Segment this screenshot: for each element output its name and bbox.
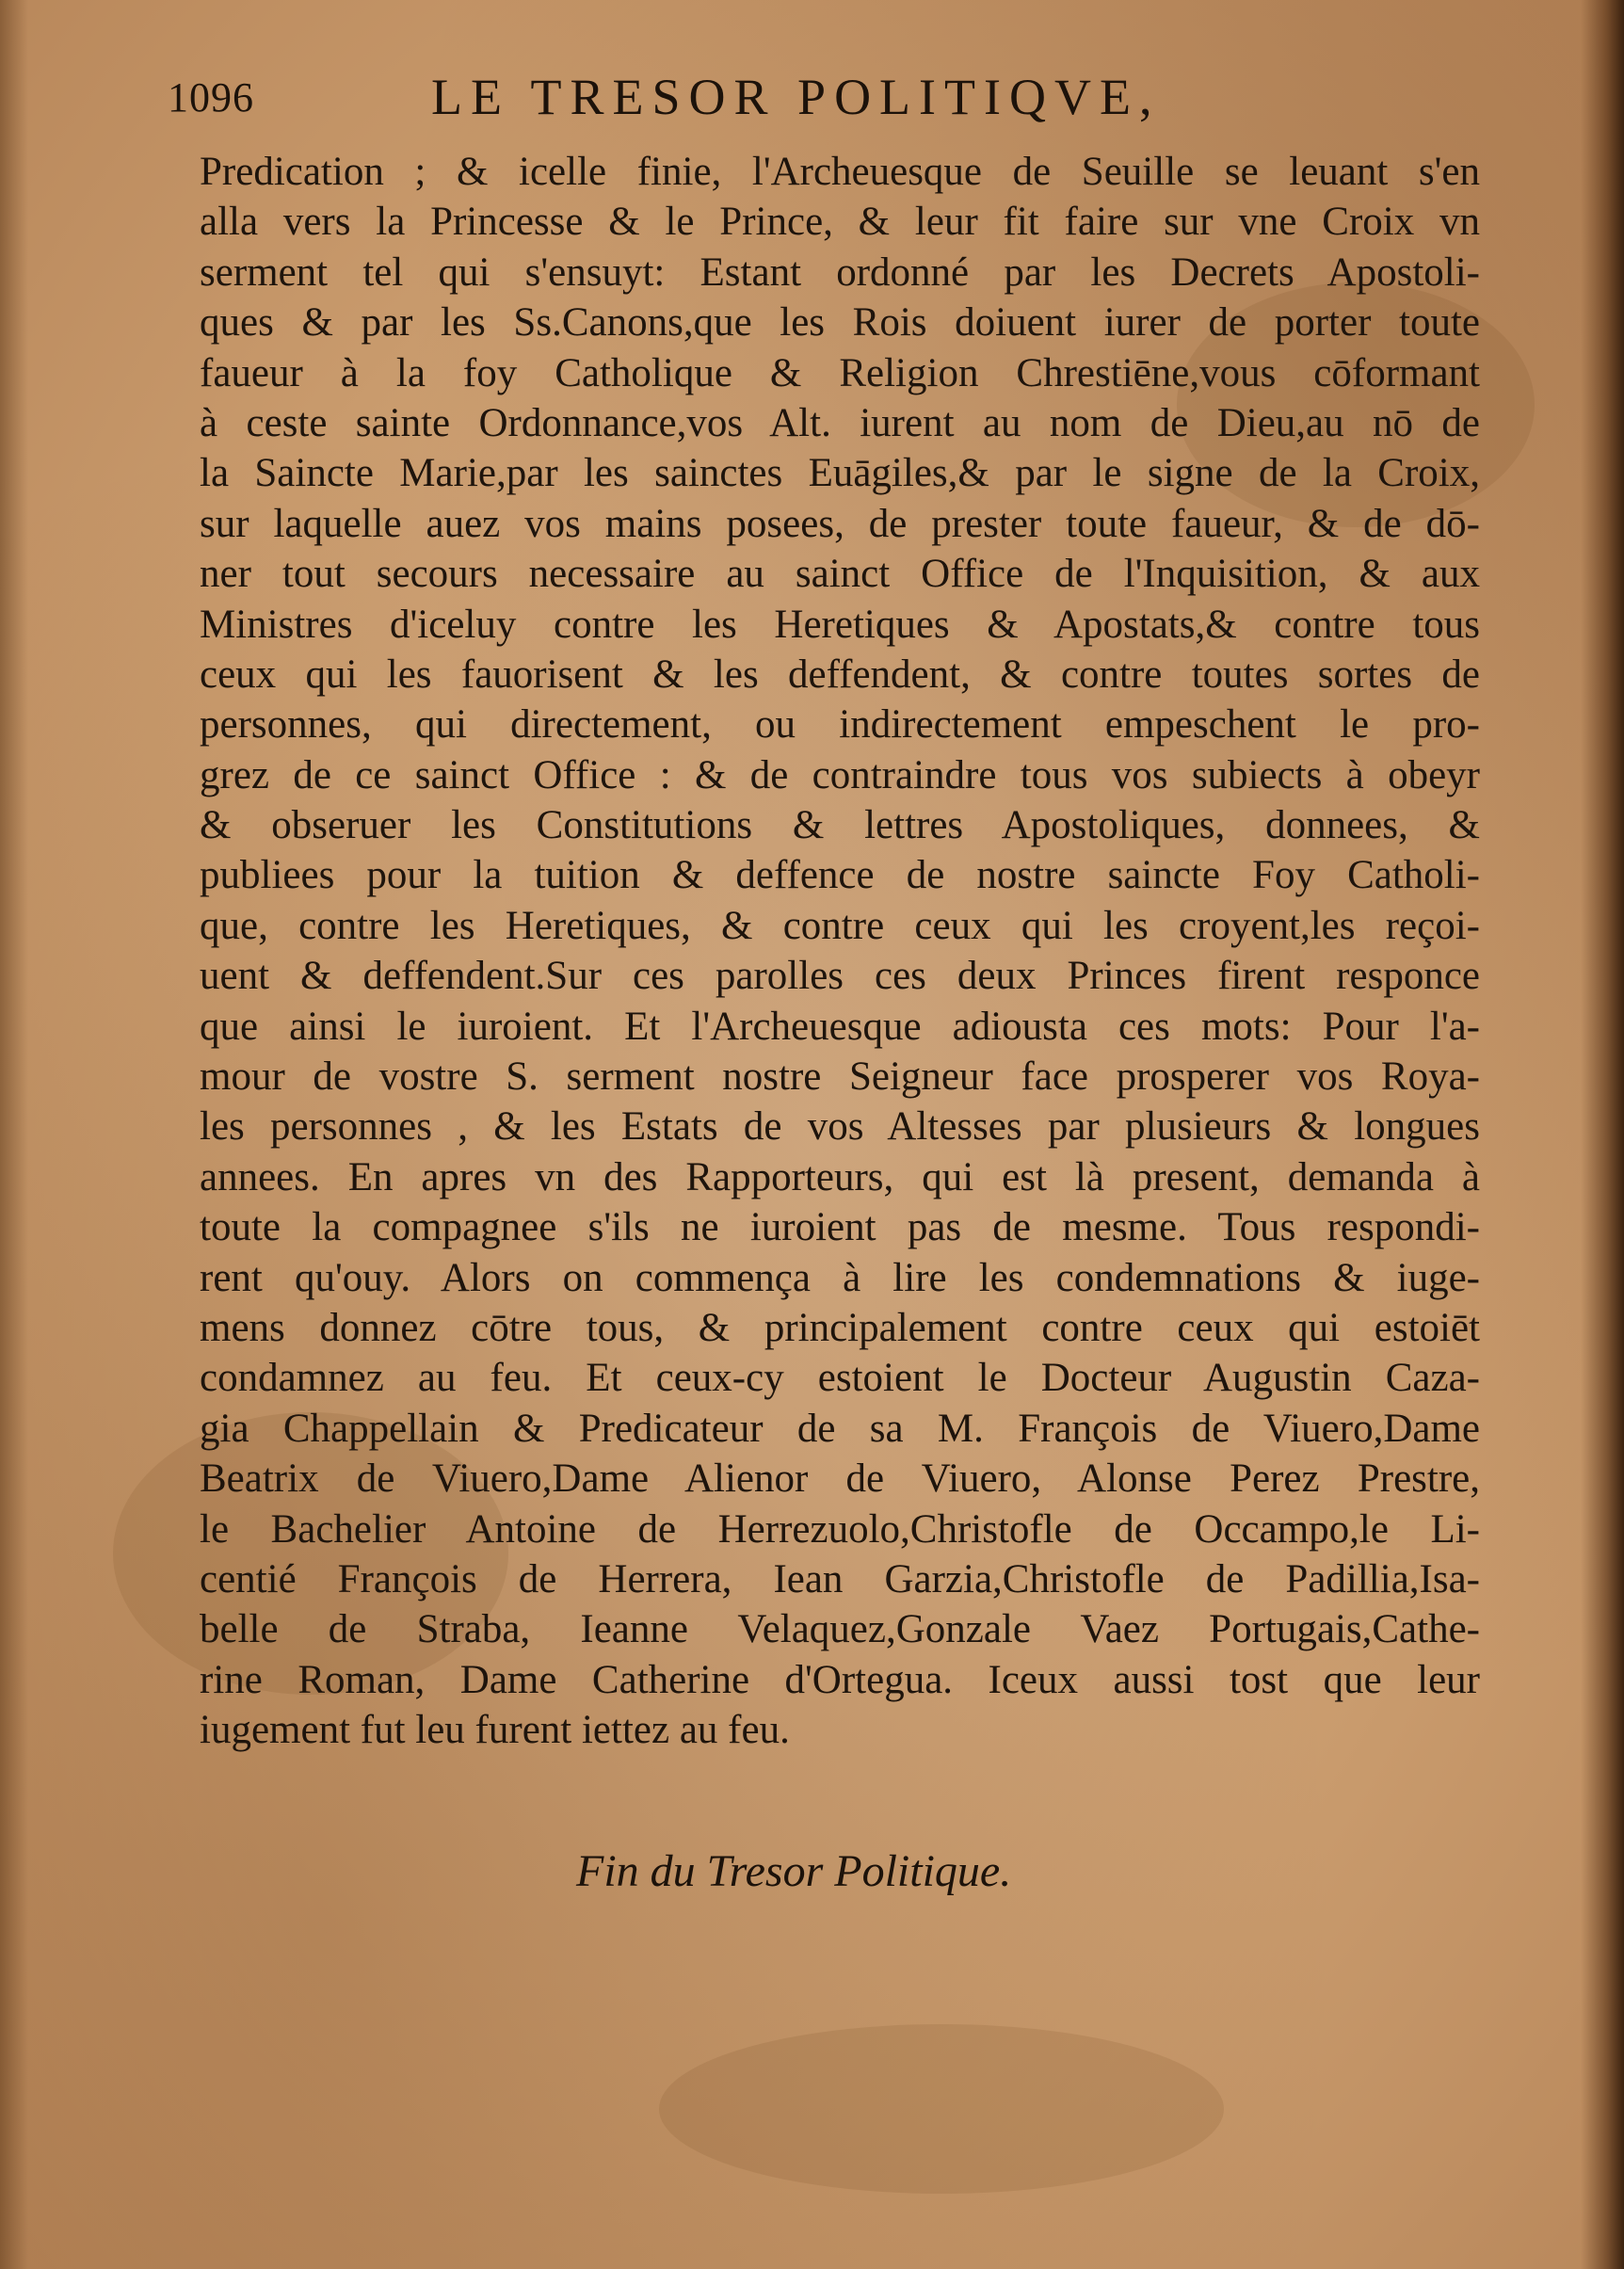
text-line: iugement fut leu furent iettez au feu. [200, 1708, 790, 1753]
colophon: Fin du Tresor Politique. [576, 1846, 1012, 1896]
text-line: Predication ; & icelle finie, l'Archeuesque de Seuille se leuant s'en [200, 150, 1480, 194]
text-line: que, contre les Heretiques, & contre ceux qui les croyent,les reçoi- [200, 903, 1480, 948]
running-title: LE TRESOR POLITIQVE, [431, 69, 1161, 125]
text-line: toute la compagnee s'ils ne iuroient pas de mesme. Tous respondi- [200, 1205, 1480, 1250]
text-line: à ceste sainte Ordonnance,vos Alt. iurent au nom de Dieu,au nō de [200, 400, 1480, 445]
text-line: ner tout secours necessaire au sainct Office de l'Inquisition, & aux [200, 552, 1480, 597]
page-number: 1096 [168, 74, 254, 121]
text-line: ques & par les Ss.Canons,que les Rois doiuent iurer de porter toute [200, 300, 1480, 346]
text-line: publiees pour la tuition & deffence de nostre saincte Foy Catholi- [200, 853, 1480, 898]
text-line: Beatrix de Viuero,Dame Alienor de Viuero, Alonse Perez Prestre, [200, 1456, 1480, 1502]
text-line: faueur à la foy Catholique & Religion Chrestiēne,vous cōformant [200, 350, 1480, 395]
text-line: rent qu'ouy. Alors on commença à lire les condemnations & iuge- [200, 1255, 1480, 1300]
text-line: ceux qui les fauorisent & les deffendent, & contre toutes sortes de [200, 652, 1480, 697]
text-line: uent & deffendent.Sur ces parolles ces deux Princes firent responce [200, 954, 1480, 999]
page-header [168, 68, 1467, 134]
text-line: que ainsi le iuroient. Et l'Archeuesque adiousta ces mots: Pour l'a- [200, 1004, 1480, 1049]
text-line: personnes, qui directement, ou indirectement empeschent le pro- [200, 702, 1480, 748]
text-line: grez de ce sainct Office : & de contraindre tous vos subiects à obeyr [200, 752, 1480, 797]
page-edge-shadow [1581, 0, 1624, 2269]
text-line: & obseruer les Constitutions & lettres Apostoliques, donnees, & [200, 803, 1480, 848]
text-line: la Saincte Marie,par les sainctes Euāgiles,& par le signe de la Croix, [200, 451, 1480, 496]
text-line: belle de Straba, Ieanne Velaquez,Gonzale Vaez Portugais,Cathe- [200, 1607, 1480, 1652]
text-line: les personnes , & les Estats de vos Altesses par plusieurs & longues [200, 1104, 1480, 1150]
body-text [200, 147, 1480, 1756]
text-line: alla vers la Princesse & le Prince, & leur fit faire sur vne Croix vn [200, 200, 1480, 245]
text-line: mour de vostre S. serment nostre Seigneur face prosperer vos Roya- [200, 1054, 1480, 1100]
text-line: Ministres d'iceluy contre les Heretiques & Apostats,& contre tous [200, 602, 1480, 647]
text-line: annees. En apres vn des Rapporteurs, qui est là present, demanda à [200, 1154, 1480, 1199]
text-line: mens donnez cōtre tous, & principalement contre ceux qui estoiēt [200, 1305, 1480, 1350]
text-line: condamnez au feu. Et ceux-cy estoient le Docteur Augustin Caza- [200, 1356, 1480, 1401]
text-line: gia Chappellain & Predicateur de sa M. François de Viuero,Dame [200, 1406, 1480, 1451]
paper-stain [659, 2024, 1224, 2194]
text-line: rine Roman, Dame Catherine d'Ortegua. Iceux aussi tost que leur [200, 1657, 1480, 1702]
text-line: le Bachelier Antoine de Herrezuolo,Christofle de Occampo,le Li- [200, 1506, 1480, 1552]
text-line: serment tel qui s'ensuyt: Estant ordonné par les Decrets Apostoli- [200, 249, 1480, 295]
text-line: sur laquelle auez vos mains posees, de prester toute faueur, & de dō- [200, 501, 1480, 546]
text-line: centié François de Herrera, Iean Garzia,Christofle de Padillia,Isa- [200, 1556, 1480, 1601]
page-gutter-shadow [0, 0, 28, 2269]
